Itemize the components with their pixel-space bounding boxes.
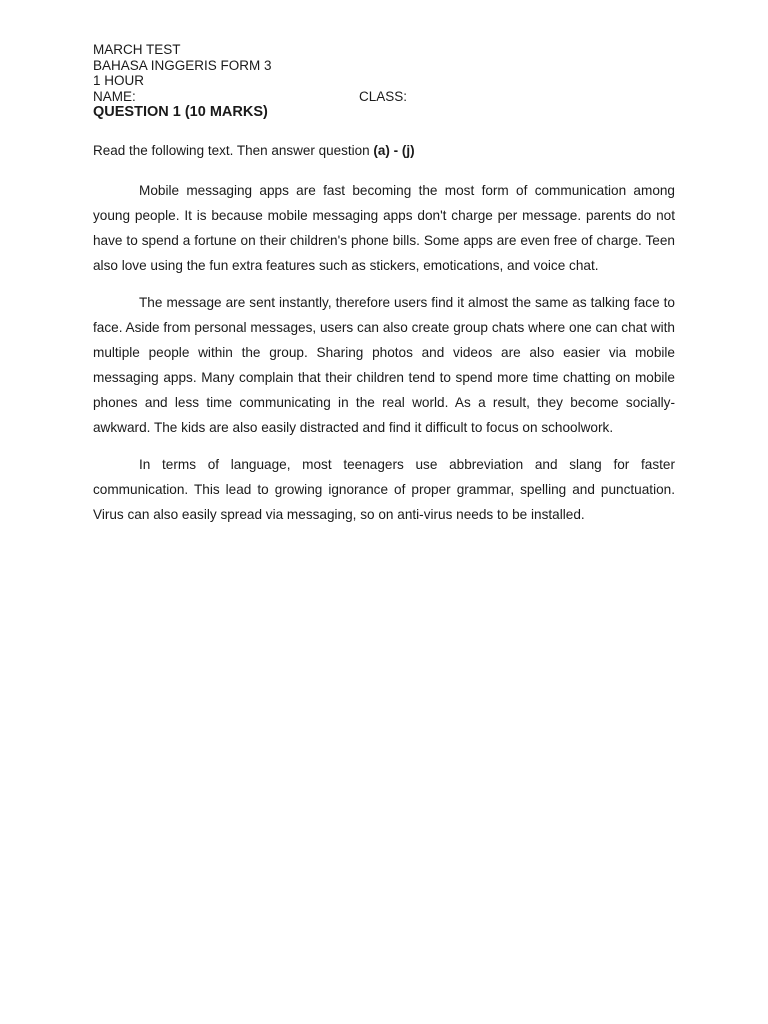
passage-paragraph-2: The message are sent instantly, therefore users find it almost the same as talking face to face. Aside from personal messages, users can also create group chats where one can chat with multiple people within the group. Sharing photos and videos are also easier via mobile messaging apps. Many complain that their children tend to spend more time chatting on mobile phones and less time communicating in the real world. As a result, they become socially-awkward. The kids are also easily distracted and find it difficult to focus on schoolwork. [93, 295, 675, 435]
question-title: QUESTION 1 (10 MARKS) [93, 104, 268, 120]
class-label: CLASS: [359, 88, 408, 104]
test-title: MARCH TEST [93, 42, 181, 57]
subject-line: BAHASA INGGERIS FORM 3 [93, 57, 272, 73]
passage-paragraph-1: Mobile messaging apps are fast becoming the most form of communication among young people. It is because mobile messaging apps don't charge per message. parents do not have to spend a fortune on their children's phone bills. Some apps are even free of charge. Teen also love using the fun extra features such as stickers, emotications, and voice chat. [93, 183, 675, 273]
instruction-text [93, 143, 415, 158]
name-label: NAME: [93, 88, 136, 104]
duration-line: 1 HOUR [93, 73, 145, 88]
reading-passage [93, 178, 675, 539]
name-class-row [93, 89, 675, 105]
test-header [93, 42, 675, 104]
passage-paragraph-3: In terms of language, most teenagers use abbreviation and slang for faster communication. This lead to growing ignorance of proper grammar, spelling and punctuation. Virus can also easily spread via messaging, so on anti-virus needs to be installed. [93, 457, 675, 522]
instruction-prefix: Read the following text. Then answer question [93, 143, 374, 158]
instruction-range: (a) - (j) [373, 143, 415, 158]
